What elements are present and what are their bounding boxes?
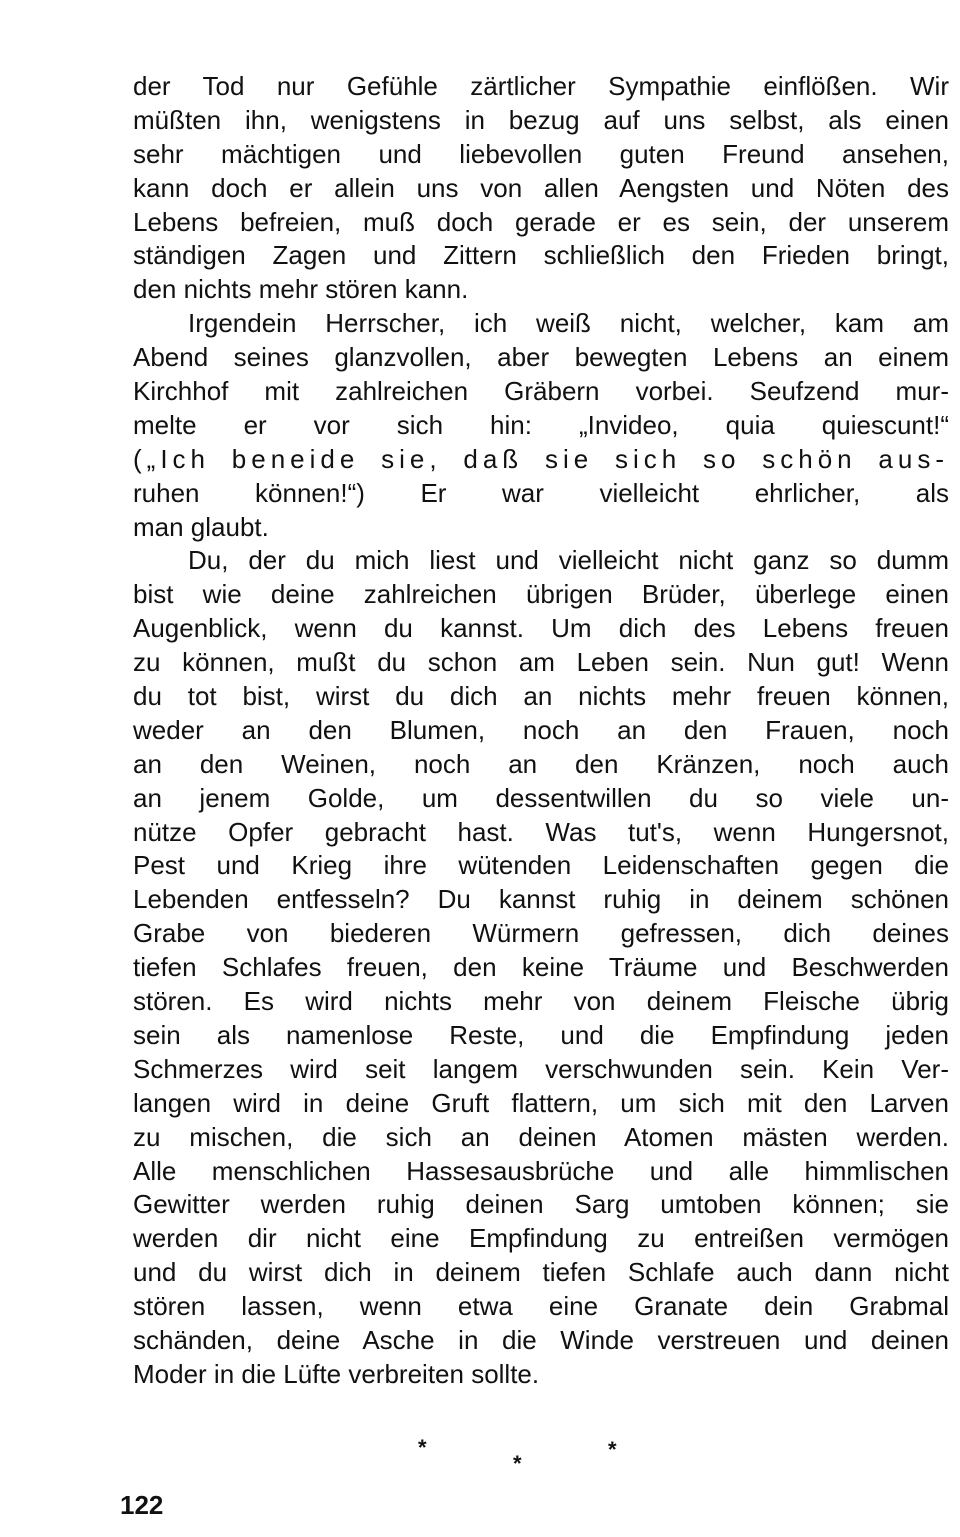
text-line: Augenblick, wenn du kannst. Um dich des Lebens freuen — [133, 613, 949, 644]
text-line: langen wird in deine Gruft flattern, um sich mit den Larven — [133, 1087, 949, 1118]
text-line: bist wie deine zahlreichen übrigen Brüder, überlege einen — [133, 579, 949, 610]
text-line: ständigen Zagen und Zittern schließlich den Frieden bringt, — [133, 240, 949, 271]
text-line: zu mischen, die sich an deinen Atomen mästen werden. — [133, 1121, 949, 1152]
text-line: Moder in die Lüfte verbreiten sollte. — [133, 1358, 540, 1389]
text-line: tiefen Schlafes freuen, den keine Träume und Beschwerden — [133, 952, 949, 983]
page-number: 122 — [120, 1490, 164, 1520]
text-line: Lebens befreien, muß doch gerade er es sein, der unserem — [133, 206, 949, 237]
paragraph — [133, 544, 949, 1391]
section-separator — [0, 1435, 960, 1475]
text-line: man glaubt. — [133, 511, 269, 542]
text-line: weder an den Blumen, noch an den Frauen, noch — [133, 714, 949, 745]
text-line: den nichts mehr stören kann. — [133, 274, 469, 305]
page-body — [133, 70, 949, 1392]
text-line: und du wirst dich in deinem tiefen Schlafe auch dann nicht — [133, 1257, 949, 1288]
text-line: nütze Opfer gebracht hast. Was tut's, wenn Hungersnot, — [133, 816, 949, 847]
text-line: kann doch er allein uns von allen Aengsten und Nöten des — [133, 172, 949, 203]
text-line: Gewitter werden ruhig deinen Sarg umtoben können; sie — [133, 1189, 949, 1220]
asterisk: * — [608, 1437, 617, 1462]
text-line: Grabe von biederen Würmern gefressen, dich deines — [133, 918, 949, 949]
text-line: Lebenden entfesseln? Du kannst ruhig in deinem schönen — [133, 884, 949, 915]
asterisk: * — [418, 1435, 427, 1460]
text-line: Alle menschlichen Hassesausbrüche und alle himmlischen — [133, 1155, 949, 1186]
asterisk: * — [513, 1451, 522, 1476]
text-line: werden dir nicht eine Empfindung zu entreißen vermögen — [133, 1223, 949, 1254]
text-line: an den Weinen, noch an den Kränzen, noch auch — [133, 748, 949, 779]
text-line: stören lassen, wenn etwa eine Granate dein Grabmal — [133, 1291, 949, 1322]
paragraph — [133, 70, 949, 307]
text-line: („Ich beneide sie, daß sie sich so schön aus- — [133, 443, 949, 474]
text-line: Schmerzes wird seit langem verschwunden sein. Kein Ver- — [133, 1053, 949, 1084]
text-line: Du, der du mich liest und vielleicht nicht ganz so dumm — [188, 545, 949, 576]
text-line: müßten ihn, wenigstens in bezug auf uns selbst, als einen — [133, 104, 949, 135]
text-line: melte er vor sich hin: „Invideo, quia quiescunt!“ — [133, 409, 949, 440]
text-line: du tot bist, wirst du dich an nichts mehr freuen können, — [133, 681, 949, 712]
text-line: sehr mächtigen und liebevollen guten Freund ansehen, — [133, 138, 949, 169]
text-line: Kirchhof mit zahlreichen Gräbern vorbei. Seufzend mur- — [133, 376, 949, 407]
text-line: schänden, deine Asche in die Winde verstreuen und deinen — [133, 1324, 949, 1355]
paragraph — [133, 307, 949, 544]
text-line: Abend seines glanzvollen, aber bewegten Lebens an einem — [133, 342, 949, 373]
text-line: Pest und Krieg ihre wütenden Leidenschaften gegen die — [133, 850, 949, 881]
text-line: sein als namenlose Reste, und die Empfindung jeden — [133, 1019, 949, 1050]
text-line: an jenem Golde, um dessentwillen du so viele un- — [133, 782, 949, 813]
text-line: ruhen können!“) Er war vielleicht ehrlicher, als — [133, 477, 949, 508]
text-line: Irgendein Herrscher, ich weiß nicht, welcher, kam am — [188, 308, 949, 339]
text-line: zu können, mußt du schon am Leben sein. Nun gut! Wenn — [133, 647, 949, 678]
text-line: der Tod nur Gefühle zärtlicher Sympathie einflößen. Wir — [133, 71, 949, 101]
text-line: stören. Es wird nichts mehr von deinem Fleische übrig — [133, 986, 949, 1017]
